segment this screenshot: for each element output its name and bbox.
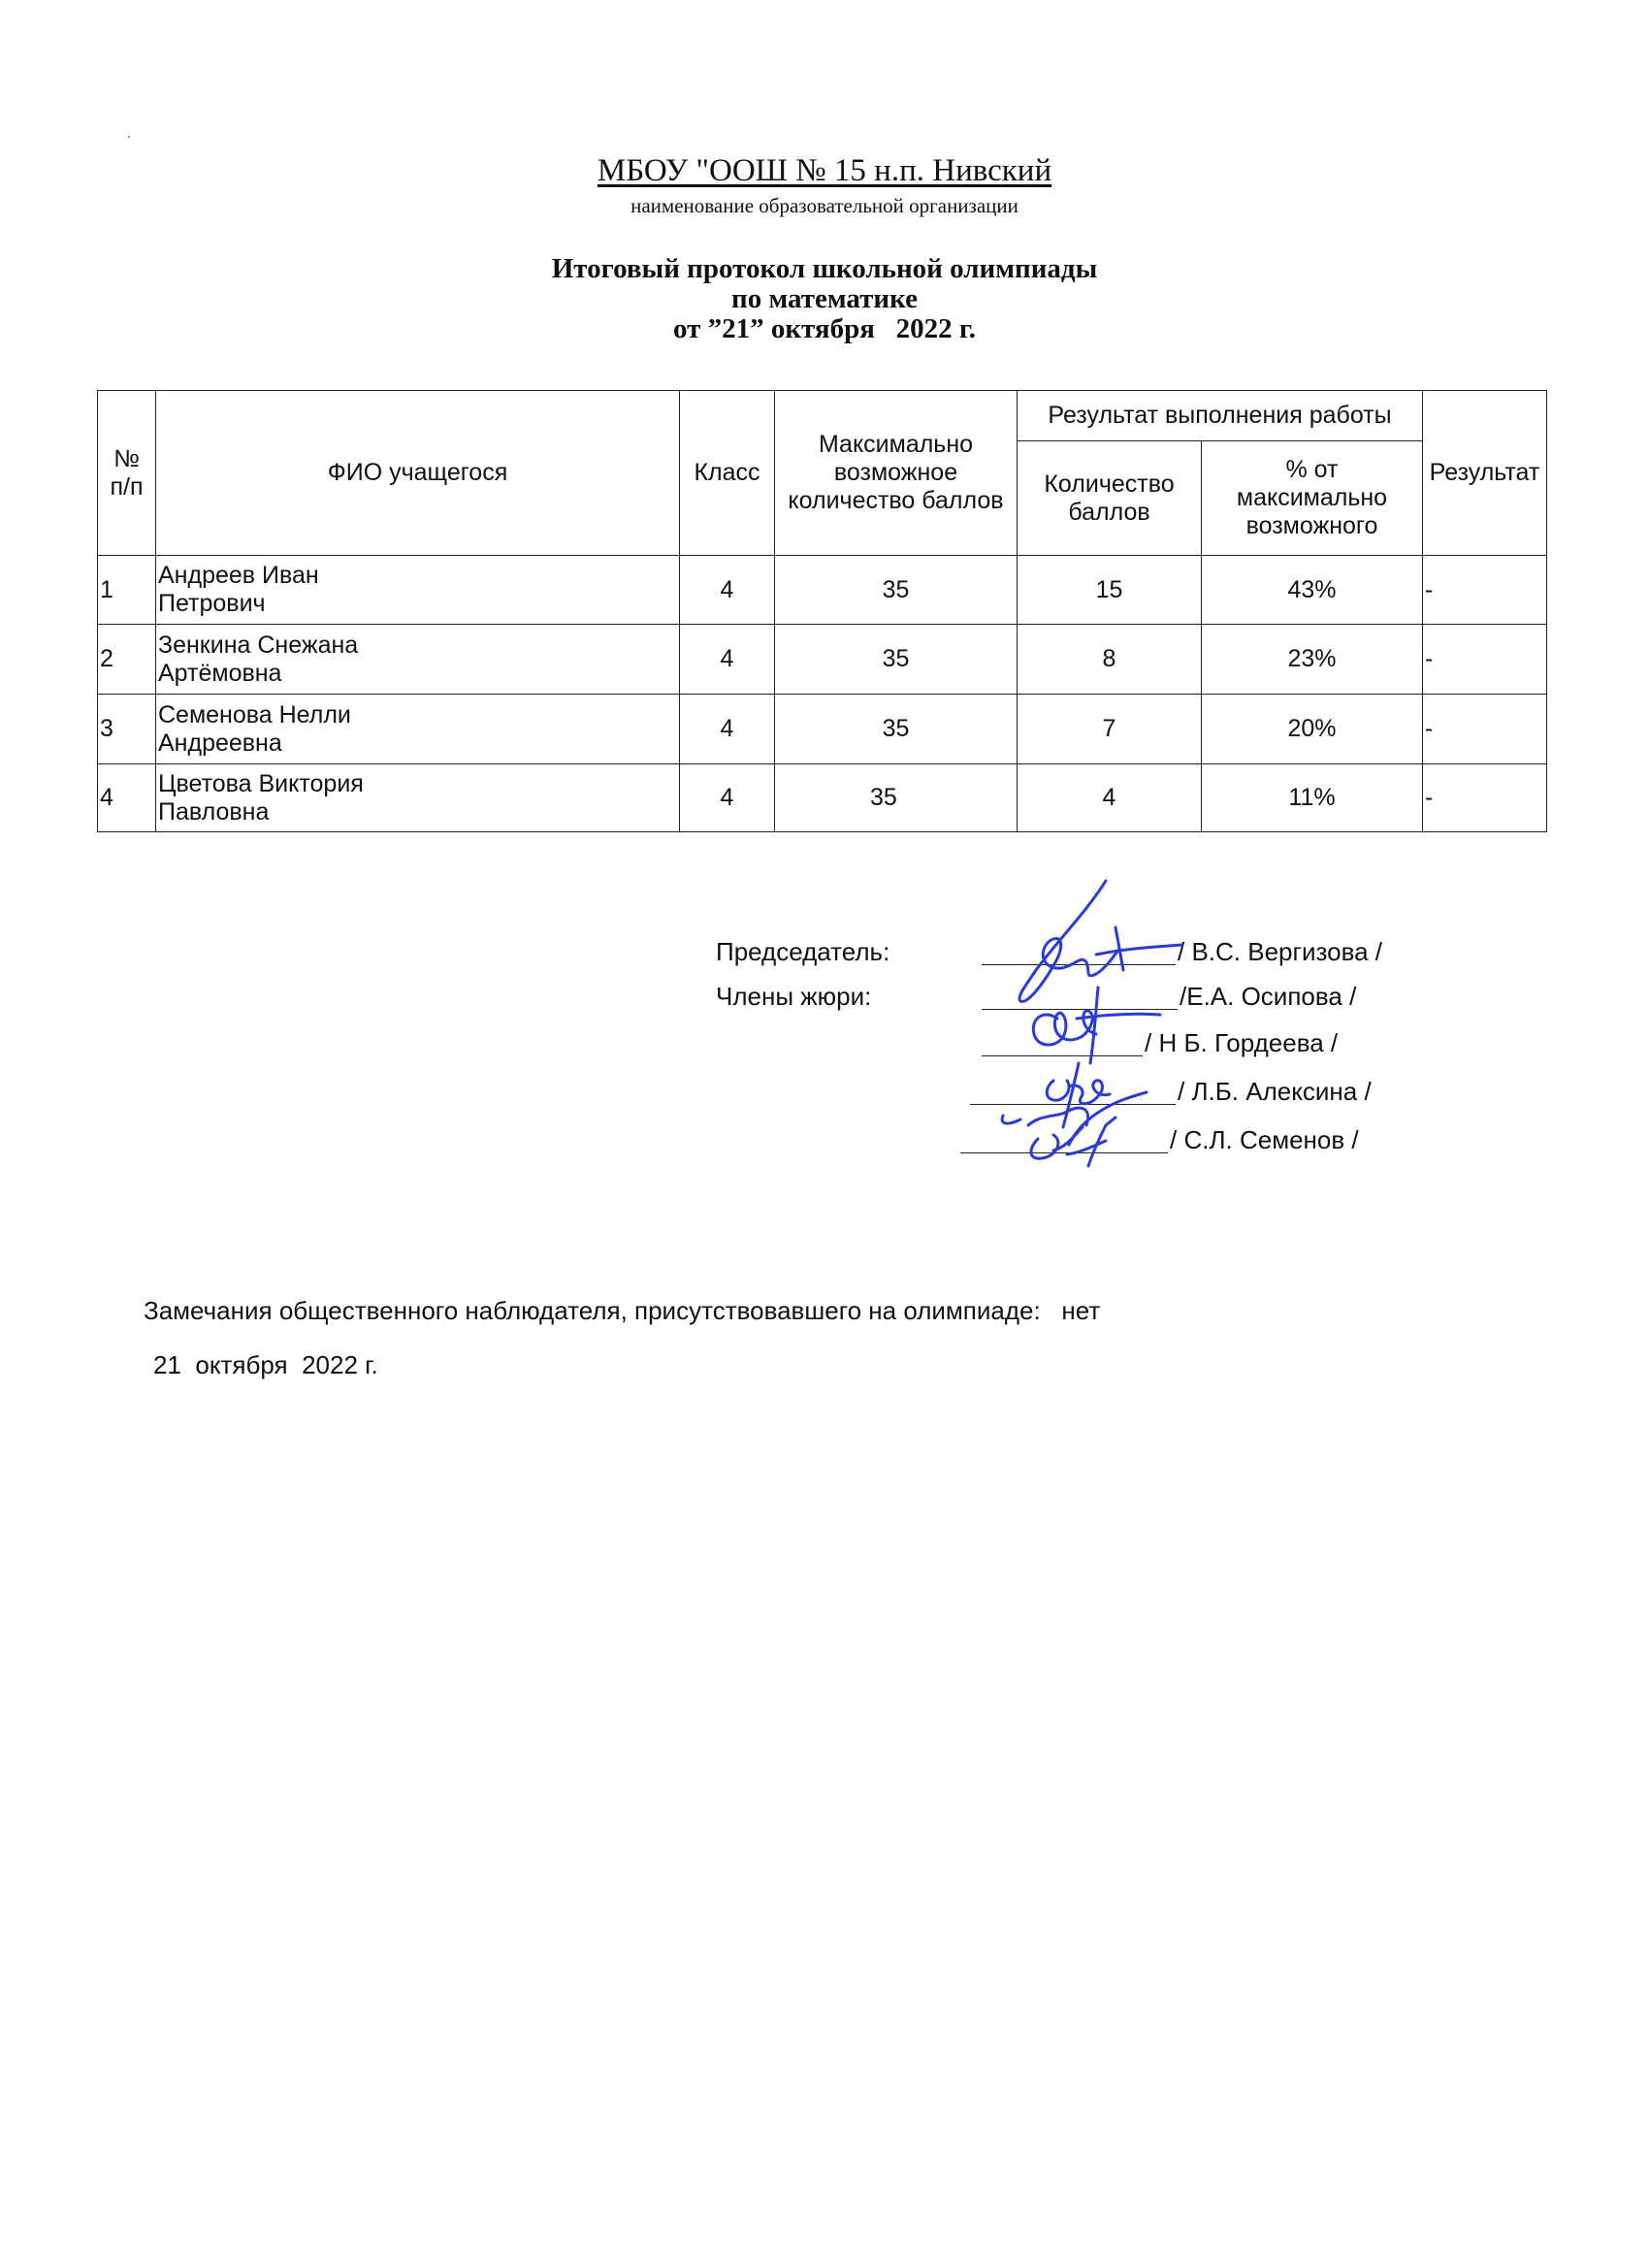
cell-result: - — [1423, 625, 1547, 695]
header-percent: % от максимально возможного — [1202, 441, 1423, 556]
table-row — [98, 695, 1547, 764]
cell-result: - — [1423, 764, 1547, 832]
chair-label: Председатель: — [716, 937, 890, 966]
observer-remark: Замечания общественного наблюдателя, присутствовавшего на олимпиаде: нет — [144, 1296, 1101, 1325]
document-date: 21 октября 2022 г. — [153, 1350, 378, 1379]
cell-percent: 11% — [1202, 764, 1423, 832]
cell-num: 2 — [98, 625, 156, 695]
cell-result: - — [1423, 556, 1547, 625]
header-score: Количество баллов — [1018, 441, 1202, 556]
header-num: № п/п — [98, 391, 156, 556]
signatory-name: / Н Б. Гордеева / — [1145, 1028, 1339, 1057]
cell-grade: 4 — [680, 764, 775, 832]
cell-max: 35 — [775, 625, 1018, 695]
cell-grade: 4 — [680, 625, 775, 695]
title-line-2: по математике — [731, 283, 918, 314]
title-line-3: от ”21” октября 2022 г. — [672, 313, 977, 344]
header-max-score: Максимально возможное количество баллов — [775, 391, 1018, 556]
title-line-1: Итоговый протокол школьной олимпиады — [551, 253, 1098, 284]
jury-label: Члены жюри: — [716, 982, 872, 1011]
signatory-name: / Л.Б. Алексина / — [1178, 1077, 1372, 1106]
header-grade: Класс — [680, 391, 775, 556]
cell-score: 7 — [1018, 695, 1202, 764]
cell-name: Зенкина Снежана Артёмовна — [156, 625, 680, 695]
cell-name: Цветова Виктория Павловна — [156, 764, 680, 832]
organization-name: МБОУ "ООШ № 15 н.п. Нивский — [597, 153, 1052, 188]
cell-result: - — [1423, 695, 1547, 764]
cell-max: 35 — [775, 695, 1018, 764]
cell-grade: 4 — [680, 556, 775, 625]
cell-num: 1 — [98, 556, 156, 625]
cell-num: 4 — [98, 764, 156, 832]
signatory-name: / С.Л. Семенов / — [1170, 1125, 1359, 1154]
table-row — [98, 556, 1547, 625]
document-title — [0, 254, 1649, 344]
header-name: ФИО учащегося — [156, 391, 680, 556]
cell-name: Семенова Нелли Андреевна — [156, 695, 680, 764]
table-row — [98, 625, 1547, 695]
cell-score: 8 — [1018, 625, 1202, 695]
cell-num: 3 — [98, 695, 156, 764]
cell-score: 15 — [1018, 556, 1202, 625]
cell-max: 35 — [775, 764, 1018, 832]
cell-score: 4 — [1018, 764, 1202, 832]
cell-max: 35 — [775, 556, 1018, 625]
table-row — [98, 764, 1547, 832]
organization-caption: наименование образовательной организации — [630, 194, 1018, 217]
results-table — [97, 390, 1547, 832]
signatory-name: /Е.А. Осипова / — [1180, 982, 1357, 1011]
cell-percent: 23% — [1202, 625, 1423, 695]
handwritten-signatures — [960, 873, 1212, 1193]
cell-percent: 43% — [1202, 556, 1423, 625]
header-result-group: Результат выполнения работы — [1018, 391, 1423, 441]
scan-speck — [128, 136, 130, 138]
signatory-name: / В.С. Вергизова / — [1178, 937, 1383, 966]
cell-percent: 20% — [1202, 695, 1423, 764]
cell-name: Андреев Иван Петрович — [156, 556, 680, 625]
header-result: Результат — [1423, 391, 1547, 556]
cell-grade: 4 — [680, 695, 775, 764]
